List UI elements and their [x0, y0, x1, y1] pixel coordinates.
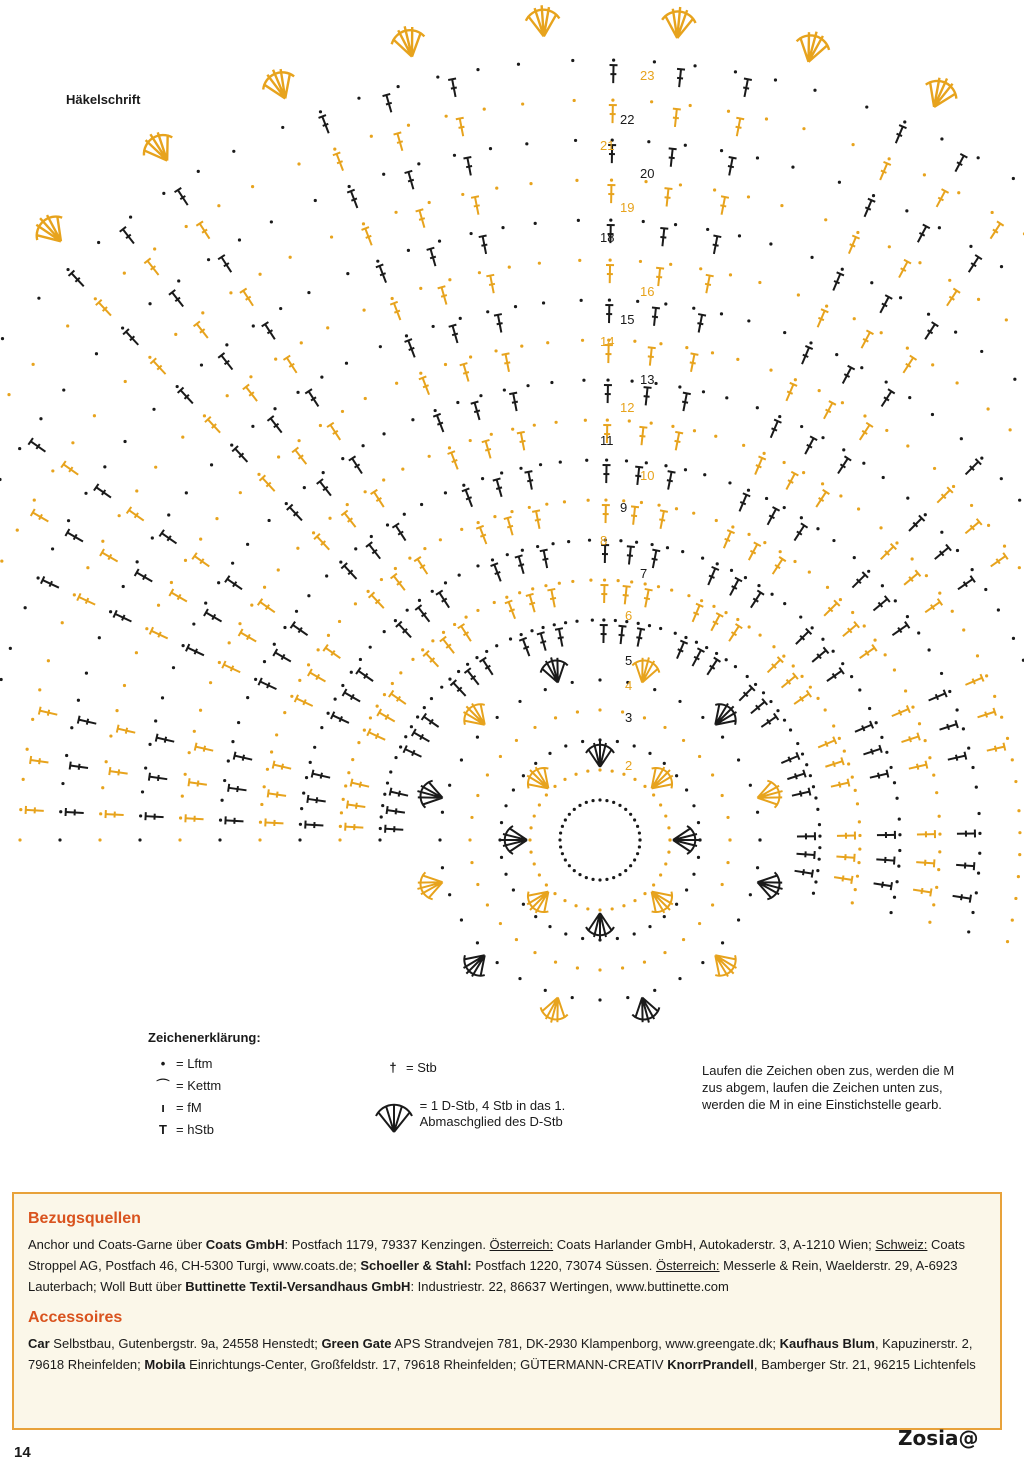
round-number: 15: [620, 312, 635, 327]
dagger-icon: †: [389, 1060, 397, 1075]
round-number: 3: [625, 710, 633, 725]
dot-icon: •: [160, 1056, 166, 1071]
legend-title: Zeichenerklärung:: [148, 1030, 261, 1045]
round-number: 7: [640, 566, 648, 581]
signature: Zosia@: [898, 1426, 979, 1450]
round-number: 20: [640, 166, 655, 181]
round-number: 4: [625, 678, 633, 693]
round-number: 16: [640, 284, 655, 299]
round-number: 2: [625, 758, 633, 773]
round-number: 18: [600, 230, 615, 245]
round-number: 13: [640, 372, 655, 387]
legend-item-fan: = 1 D-Stb, 4 Stb in das 1. Abmaschglied des D-Stb: [372, 1098, 565, 1138]
accessories-heading: Accessoires: [28, 1309, 123, 1326]
page-number: 14: [14, 1444, 31, 1461]
round-number: 8: [600, 533, 608, 548]
chart-title: Häkelschrift: [66, 92, 141, 107]
t-icon: T: [159, 1122, 167, 1137]
legend-item-kettm: ⌒ = Kettm: [150, 1078, 221, 1094]
round-number: 19: [620, 200, 635, 215]
round-number: 10: [640, 468, 655, 483]
round-number: 11: [600, 433, 614, 448]
legend-note: Laufen die Zeichen oben zus, werden die M zus abgem, laufen die Zeichen unten zus, werden die M in eine Einstichstelle gearb.: [702, 1063, 955, 1112]
round-number: 21: [600, 138, 615, 153]
legend-item-hstb: T = hStb: [150, 1122, 214, 1138]
legend-item-lftm: • = Lftm: [150, 1056, 213, 1072]
tick-icon: ı: [161, 1100, 165, 1115]
legend-item-fm: ı = fM: [150, 1100, 202, 1116]
round-number: 12: [620, 400, 635, 415]
round-number: 14: [600, 334, 615, 349]
legend-item-stb: † = Stb: [380, 1060, 437, 1076]
sources-heading: Bezugsquellen: [28, 1210, 141, 1227]
sources-box: [12, 1192, 1002, 1430]
round-number: 6: [625, 608, 633, 623]
accessories-text: Car Selbstbau, Gutenbergstr. 9a, 24558 Henstedt; Green Gate APS Strandvejen 781, DK-2930 Klampenborg, www.greengate.dk; Kaufhaus Blum, Kapuzinerstr. 2, 79618 Rheinfelden; Mobila Einrichtungs-Center, Großfeldstr. 17, 79618 Rheinfelden; GÜTERMANN-CREATIV KnorrPrandell, Bamberger Str. 21, 96215 Lichtenfels: [28, 1336, 976, 1372]
round-number: 9: [620, 500, 628, 515]
fan-icon: [372, 1098, 416, 1138]
sources-text: Anchor und Coats-Garne über Coats GmbH: Postfach 1179, 79337 Kenzingen. Österreich: Coats Harlander GmbH, Autokaderstr. 3, A-1210 Wien; Schweiz: Coats Stroppel AG, Postfach 46, CH-5300 Turgi, www.coats.de; Schoeller & Stahl: Postfach 1220, 73074 Süssen. Österreich: Messerle & Rein, Waelderstr. 29, A-6923 Lauterbach; Woll Butt über Buttinette Textil-Versandhaus GmbH: Industriestr. 22, 86637 Wertingen, www.buttinette.com: [28, 1237, 965, 1294]
round-number: 22: [620, 112, 635, 127]
arc-icon: ⌒: [156, 1078, 170, 1093]
round-number: 5: [625, 653, 633, 668]
round-number: 23: [640, 68, 655, 83]
